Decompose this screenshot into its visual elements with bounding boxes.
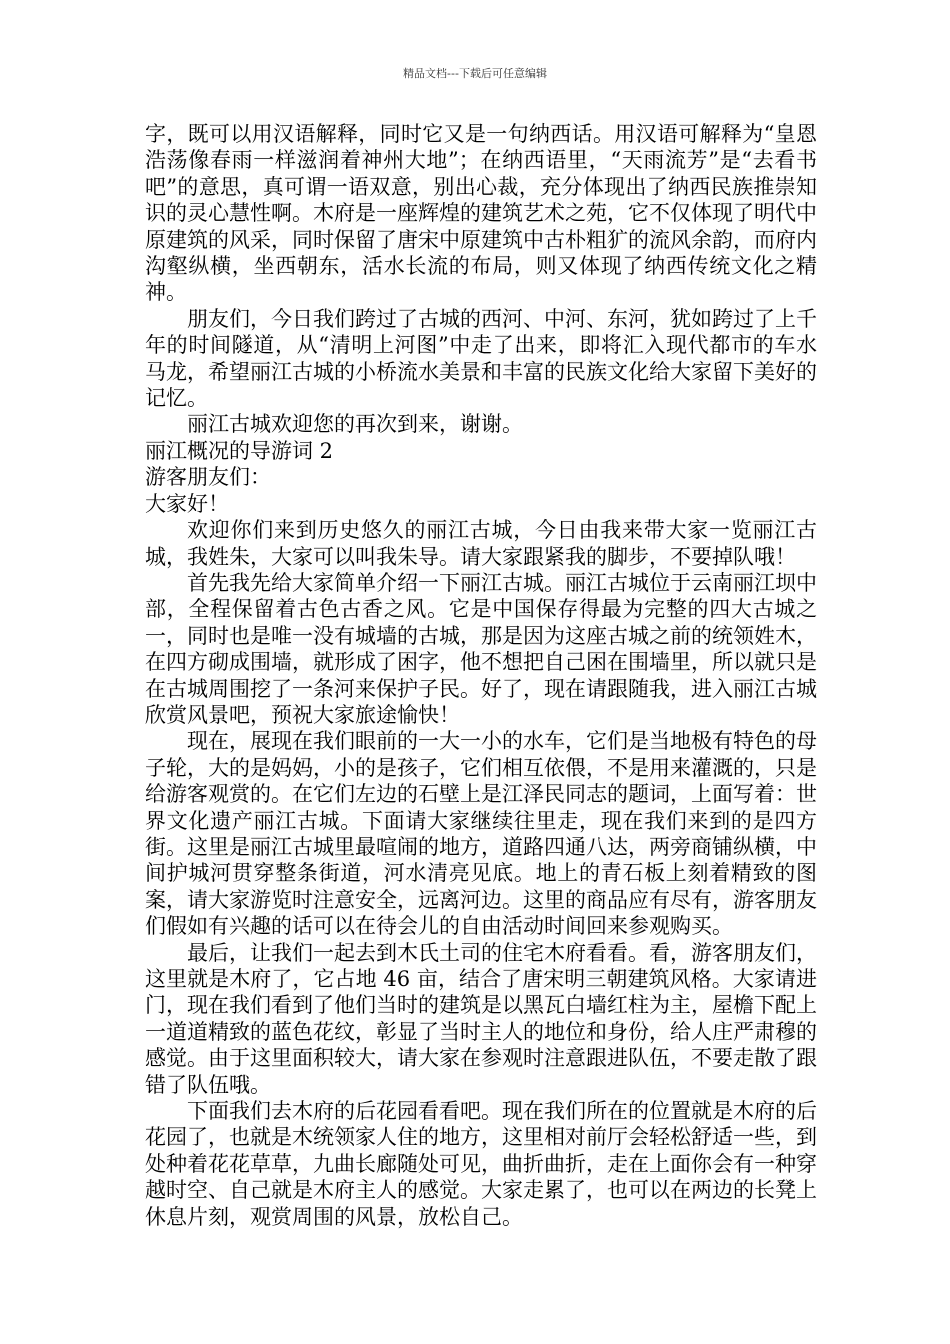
paragraph: 字，既可以用汉语解释，同时它又是一句纳西话。用汉语可解释为“皇恩浩荡像春雨一样滋润着神州大地”；在纳西语里，“天雨流芳”是“去看书吧”的意思，真可谓一语双意，别出心裁，充分体现出了纳西民族推崇知识的灵心慧性啊。木府是一座辉煌的建筑艺术之苑，它不仅体现了明代中原建筑的风采，同时保留了唐宋中原建筑中古朴粗犷的流风余韵，而府内沟壑纵横，坐西朝东，活水长流的布局，则又体现了纳西传统文化之精神。 — [145, 122, 817, 305]
paragraph: 丽江古城欢迎您的再次到来，谢谢。 — [187, 412, 523, 437]
page-header: 精品文档---下载后可任意编辑 — [403, 67, 547, 80]
paragraph: 朋友们，今日我们跨过了古城的西河、中河、东河，犹如跨过了上千年的时间隧道，从“清明上河图”中走了出来，即将汇入现代都市的车水马龙，希望丽江古城的小桥流水美景和丰富的民族文化给大家留下美好的记忆。 — [145, 306, 817, 411]
section-title: 丽江概况的导游词 2 — [145, 438, 334, 463]
paragraph: 首先我先给大家简单介绍一下丽江古城。丽江古城位于云南丽江坝中部，全程保留着古色古香之风。它是中国保存得最为完整的四大古城之一，同时也是唯一没有城墙的古城，那是因为这座古城之前的统领姓木，在四方砌成围墙，就形成了困字，他不想把自己困在围墙里，所以就只是在古城周围挖了一条河来保护子民。好了，现在请跟随我，进入丽江古城欣赏风景吧，预祝大家旅途愉快！ — [145, 570, 817, 727]
paragraph: 最后，让我们一起去到木氏土司的住宅木府看看。看，游客朋友们，这里就是木府了，它占地 46 亩，结合了唐宋明三朝建筑风格。大家请进门，现在我们看到了他们当时的建筑是以黑瓦白墙红柱为主，屋檐下配上一道道精致的蓝色花纹，彰显了当时主人的地位和身份，给人庄严肃穆的感觉。由于这里面积较大，请大家在参观时注意跟进队伍，不要走散了跟错了队伍哦。 — [145, 940, 817, 1097]
paragraph: 欢迎你们来到历史悠久的丽江古城，今日由我来带大家一览丽江古城，我姓朱，大家可以叫我朱导。请大家跟紧我的脚步，不要掉队哦！ — [145, 518, 817, 569]
paragraph: 下面我们去木府的后花园看看吧。现在我们所在的位置就是木府的后花园了，也就是木统领家人住的地方，这里相对前厅会轻松舒适一些，到处种着花花草草，九曲长廊随处可见，曲折曲折，走在上面你会有一种穿越时空、自己就是木府主人的感觉。大家走累了，也可以在两边的长凳上休息片刻，观赏周围的风景，放松自己。 — [145, 1099, 817, 1229]
paragraph: 现在，展现在我们眼前的一大一小的水车，它们是当地极有特色的母子轮，大的是妈妈，小的是孩子，它们相互依偎，不是用来灌溉的，只是给游客观赏的。在它们左边的石壁上是江泽民同志的题词，上面写着：世界文化遗产丽江古城。下面请大家继续往里走，现在我们来到的是四方街。这里是丽江古城里最喧闹的地方，道路四通八达，两旁商铺纵横，中间护城河贯穿整条街道，河水清亮见底。地上的青石板上刻着精致的图案，请大家游览时注意安全，远离河边。这里的商品应有尽有，游客朋友们假如有兴趣的话可以在待会儿的自由活动时间回来参观购买。 — [145, 729, 817, 939]
greeting: 大家好！ — [145, 491, 229, 516]
document-body — [145, 121, 817, 1230]
salutation: 游客朋友们： — [145, 465, 271, 490]
